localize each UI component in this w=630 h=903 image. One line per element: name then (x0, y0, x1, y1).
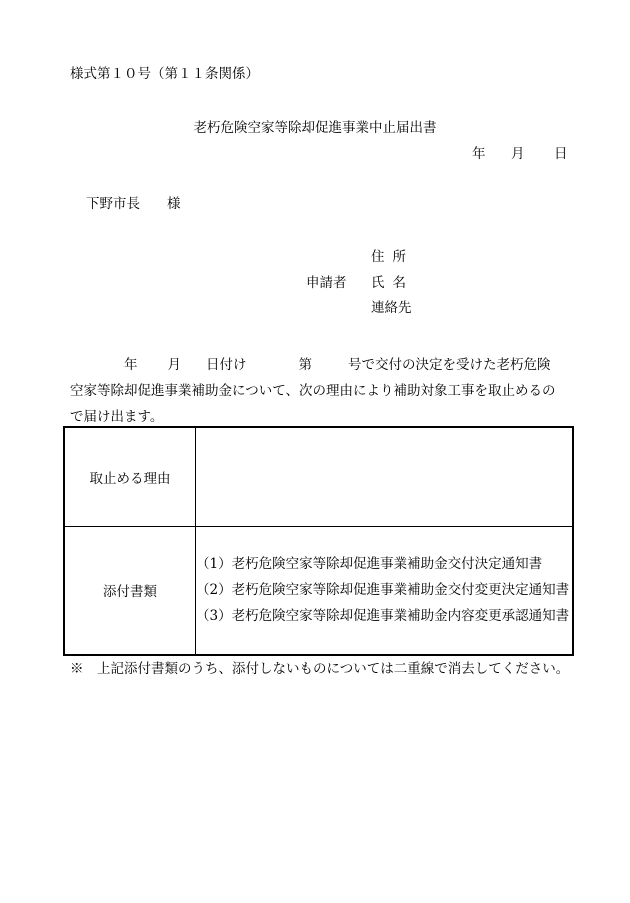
body-line-3: で届け出ます。 (70, 409, 164, 425)
document-title: 老朽危険空家等除却促進事業中止届出書 (193, 120, 437, 136)
date-month-label: 月 (511, 146, 525, 162)
form-number: 様式第１０号（第１１条関係） (70, 66, 259, 82)
attachments-label: 添付書類 (64, 526, 196, 655)
date-year-label: 年 (472, 146, 486, 162)
attachment-item: （1）老朽危険空家等除却促進事業補助金交付決定通知書 (196, 556, 543, 573)
attachment-item: （3）老朽危険空家等除却促進事業補助金内容変更承認通知書 (196, 608, 570, 625)
date-day-label: 日 (554, 146, 568, 162)
body-line-2: 空家等除却促進事業補助金について、次の理由により補助対象工事を取止めるの (70, 383, 556, 399)
contact-label: 連絡先 (371, 300, 412, 316)
body-line-1-rest: 号で交付の決定を受けた老朽危険 (348, 357, 551, 373)
name-label: 氏名 (371, 275, 414, 291)
applicant-label: 申請者 (306, 275, 347, 291)
body-month: 月 (167, 357, 181, 373)
attachments-list (196, 526, 574, 655)
body-dated: 日付け (206, 357, 247, 373)
reason-row (64, 427, 573, 526)
footnote: ※ 上記添付書類のうち、添付しないものについては二重線で消去してください。 (70, 661, 570, 677)
addressee: 下野市長 様 (86, 196, 181, 212)
body-number-prefix: 第 (298, 357, 312, 373)
reason-label: 取止める理由 (64, 427, 196, 526)
body-paragraph (70, 352, 576, 430)
body-line-1 (70, 352, 576, 378)
reason-field[interactable] (196, 427, 574, 526)
address-label: 住所 (371, 249, 414, 265)
attachments-row (64, 526, 573, 655)
attachment-item: （2）老朽危険空家等除却促進事業補助金交付変更決定通知書 (196, 582, 570, 599)
form-table (63, 426, 574, 656)
body-year: 年 (124, 357, 138, 373)
